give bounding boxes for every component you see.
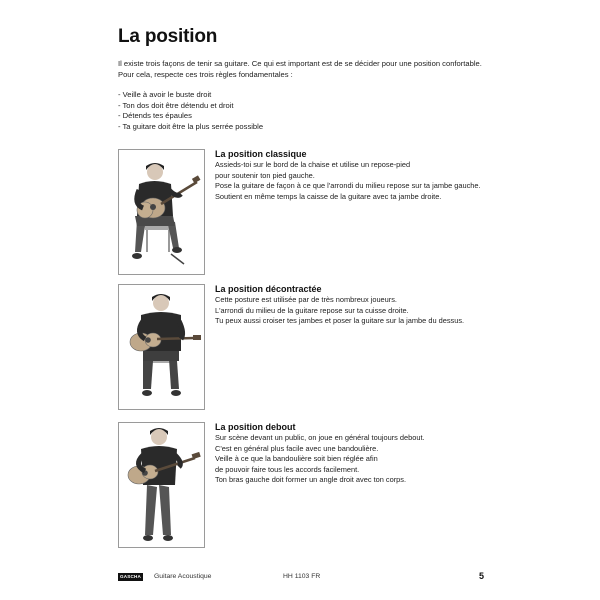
guitarist-standing-icon [119, 423, 204, 547]
section-text [215, 149, 481, 202]
body-line: de pouvoir faire tous les accords facilement. [215, 464, 360, 474]
body-line: Sur scène devant un public, on joue en général toujours debout. [215, 433, 425, 442]
book-title: Guitare Acoustique [154, 573, 212, 580]
body-line: pour soutenir ton pied gauche. [215, 170, 315, 180]
body-line: Pose la guitare de façon à ce que l'arrondi du milieu repose sur ta jambe gauche. [215, 181, 481, 190]
section-text [215, 422, 425, 486]
book-code: HH 1103 FR [283, 573, 321, 580]
section-body [215, 433, 425, 486]
photo-standing-position [118, 422, 205, 548]
guitarist-seated-casual-icon [119, 285, 204, 409]
section-heading: La position debout [215, 422, 296, 432]
intro-paragraph [118, 59, 482, 80]
section-heading: La position classique [215, 149, 307, 159]
body-line: C'est en général plus facile avec une bandoulière. [215, 443, 379, 453]
section-body [215, 295, 464, 327]
section-body [215, 160, 481, 202]
rule-item: - Détends tes épaules [118, 111, 192, 120]
section-heading: La position décontractée [215, 284, 322, 294]
body-line: Cette posture est utilisée par de très nombreux joueurs. [215, 295, 397, 304]
body-line: Tu peux aussi croiser tes jambes et poser la guitare sur la jambe du dessus. [215, 316, 465, 325]
photo-classical-position [118, 149, 205, 275]
body-line: Soutient en même temps la caisse de la guitare avec ta jambe droite. [215, 191, 442, 201]
intro-line: Il existe trois façons de tenir sa guitare. Ce qui est important est de se décider pour une position confortable. [118, 59, 482, 68]
section-text [215, 284, 464, 327]
rules-list [118, 90, 263, 132]
body-line: Assieds-toi sur le bord de la chaise et utilise un repose-pied [215, 160, 411, 169]
photo-relaxed-position [118, 284, 205, 410]
publisher-logo: GASCHA [119, 574, 142, 579]
guitarist-seated-classical-icon [119, 150, 204, 274]
rule-item: - Ta guitare doit être la plus serrée possible [118, 121, 264, 131]
rule-item: - Veille à avoir le buste droit [118, 90, 212, 99]
body-line: Veille à ce que la bandoulière soit bien réglée afin [215, 454, 378, 463]
rule-item: - Ton dos doit être détendu et droit [118, 100, 234, 110]
body-line: Ton bras gauche doit former un angle droit avec ton corps. [215, 475, 407, 484]
page-footer [118, 572, 484, 582]
page-number: 5 [478, 571, 484, 581]
intro-line: Pour cela, respecte ces trois règles fondamentales : [118, 69, 293, 79]
page-title: La position [118, 26, 218, 47]
body-line: L'arrondi du milieu de la guitare repose sur ta cuisse droite. [215, 305, 409, 315]
